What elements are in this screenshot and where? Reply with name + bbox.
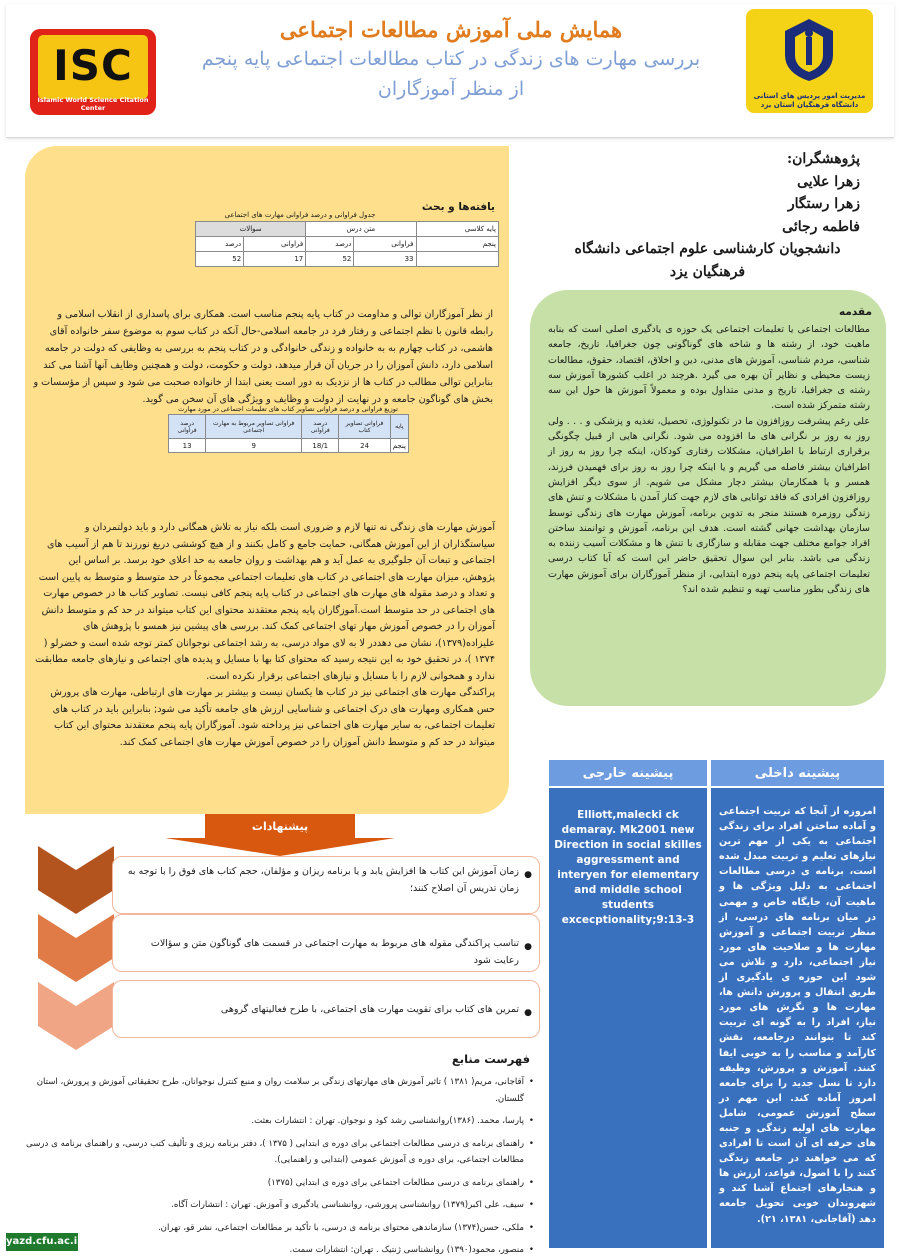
bullet-icon: ● [524,1008,532,1018]
table-cell: 9 [206,439,302,453]
table-cell: 52 [306,252,354,267]
reference-item: • ملکی، حسن(۱۳۷۴) سازماندهی محتوای برنامه ی درسی، با تأکید بر مطالعات اجتماعی، نشر قو، تهران. [12,1220,534,1237]
suggestion-text: زمان آموزش این کتاب ها افزایش یابد و یا برنامه ریزان و مؤلفان، حجم کتاب های فوق را با توجه به زمان تدریس آن اصلاح کنند؛ [127,866,519,894]
domestic-background-text: امروزه از آنجا که تربیت اجتماعی و آماده ساختن افراد برای زندگی اجتماعی به یکی از مهم ترین نیازهای تعلیم و تربیت مبدل شده است، برنامه ی درسی مطالعات اجتماعی به دلیل ویژگی ها و ماهیت آن، جایگاه خاص و مهمی در میان برنامه های درسی، از منظر تربیت اجتماعی و آموزش مهارت ها و صلاحیت های مورد نیاز اجتماعی، دارد و تلاش می شود این حوزه ی یادگیری از طریق انتقال و پرورش دانش ها، مهارت ها و نگرش های مورد نیاز، افراد را به گونه ای تربیت کند تا بتوانند درجامعه، نقش کارآمد و مناسب را به خوبی ایفا کنند. آموزش و پرورش، وظیفه دارد تا نسل جدید را برای جامعه امروز آماده کند. این مهم در سطح آموزش عمومی، شامل مهارت های اولیه زندگی و جنبه های حرفه ای آن است تا افرادی که می خواهند در جامعه زندگی کنند را با اصول، قواعد، ارزش ها و هنجارهای اجتماع آشنا کند و شهروندان خوبی تحویل جامعه دهد (آقاجانی، ۱۳۸۱، ۲۱). [719,806,876,1225]
logo-caption-line2: دانشگاه فرهنگیان استان یزد [760,100,859,109]
table-cell: 24 [339,439,390,453]
findings-title: یافته‌ها و بحث [421,201,495,213]
reference-item: • پارسا، محمد. (۱۳۸۶)روانشناسی رشد کود و نوجوان. تهران : انتشارات بعثت. [12,1113,534,1130]
introduction-panel [530,290,886,706]
table-header-cell: پایه [390,415,408,439]
bullet-icon: ● [524,870,532,880]
table-cell: 52 [196,252,244,267]
table-cell: 13 [169,439,206,453]
table-header-cell: فراوانی تصاویر مربوط به مهارت اجتماعی [206,415,302,439]
researchers-affiliation: دانشجویان کارشناسی علوم اجتماعی دانشگاه فرهنگیان یزد [574,241,841,280]
findings-paragraph-1: از نظر آموزگاران توالی و مداومت در کتاب پایه پنجم مناسب است. همکاری برای پاسداری از انقلاب اسلامی و رابطه قانون با نظم اجتماعی و رفتار فرد در جامعه اسلامی-حال آنکه در کتاب سوم به موضوع سفر خانواده آقای هاشمی، در کتاب چهارم به به خانواده و زندگی خانوادگی و در کتاب پنجم به بررسی به وظایفی که دولت در جامعه اسلامی دارد، دانش آموزان را در جریان آن قرار میدهد، دولت و حکومت، دولت و همچنین وظایف آنها آشنا می کند بنابراین توالی مطالب در کتاب ها از نزدیک به دور است یعنی ابتدا از خانواده صحبت می شود و سپس از مؤسسات و بخش های گوناگون جامعه و در نهایت از دولت و وظایف و ویژگی های آن سخن می گوید. [33,309,493,405]
table-header-cell: پایه کلاسی [416,222,499,237]
table-cell: 17 [244,252,306,267]
table-cell: 33 [354,252,416,267]
researchers-block [555,148,860,283]
table-header-cell: درصد [196,237,244,252]
foreign-background-text: Elliott,malecki ck demaray. Mk2001 new Direction in social skilles aggressment and interyen for elementary and middle school students excecptionality;9:13-3 [554,809,702,926]
researcher-name: زهرا رستگار [787,196,860,212]
table-header-cell: درصد فراوانی [169,415,206,439]
conference-title: همایش ملی آموزش مطالعات اجتماعی [279,17,623,42]
table-header-cell: متن درس [306,222,416,237]
farhangian-university-logo [746,9,873,113]
reference-item: • سیف، علی اکبر(۱۳۷۹) روانشناسی پرورشی، روانشناسی یادگیری و آموزش. تهران : انتشارات آگاه. [12,1197,534,1214]
suggestion-item [112,856,540,914]
table1-caption: جدول فراوانی و درصد فراوانی مهارت های اجتماعی [224,211,376,219]
logo-caption-line1: مدیریت امور پردیس های استانی [753,91,866,100]
table-cell: پنجم [390,439,408,453]
images-table [168,414,409,453]
isc-letters: ISC [53,41,133,90]
poster-title-line1: بررسی مهارت های زندگی در کتاب مطالعات اجتماعی پایه پنجم [201,48,701,70]
domestic-background-title: پیشینه داخلی [711,760,884,788]
poster-title-block [166,16,736,104]
table-cell [416,252,499,267]
chevron-down-icon [38,846,114,914]
researcher-name: زهرا علایی [797,173,860,190]
table-cell: پنجم [416,237,499,252]
university-emblem-icon [779,15,839,85]
reference-item: • منصور، محمود(۱۳۹۰) روانشناسی ژنتیک . تهران: انتشارات سمت. [12,1242,534,1259]
bullet-icon: ● [524,942,532,952]
researcher-name: فاطمه رجائی [782,218,860,235]
chevron-down-icon [38,914,114,982]
reference-item: • آقاجانی، مریم( ۱۳۸۱ ) تاثیر آموزش های مهارتهای زندگی بر سلامت روان و منبع کنترل نوجوانان، طرح تحقیقاتی آموزش و پرورش، استان گلستان. [12,1074,534,1107]
references-title: فهرست منابع [451,1052,530,1066]
introduction-paragraph-1: مطالعات اجتماعی یا تعلیمات اجتماعی یک حوزه ی یادگیری اصلی است که بنابه ماهیت خود، از رشته ها و شاخه های گوناگونی چون جغرافیا، تاریخ، جامعه شناسی، مردم شناسی، آموزش های مدنی، دین و اخلاق، اقتصاد، حقوق، مطالعات زیست محیطی و نظایر آن بهره می گیرد .هرچند در اغلب کشورها آموزش سه رشته ی جغرافیا، تاریخ و مدنی متداول بوده و معمولاً آموزش ها حول این سه رشته متمرکز شده است. [548,324,870,412]
findings-paragraph-3-text: پراکندگی مهارت های اجتماعی نیز در کتاب ها یکسان نیست و بیشتر بر مهارت های ارتباطی، مهارت های پرورش حس همکاری ومهارت های درک اجتماعی و شناسایی ارزش های جامعه تأکید می شود; بنابراین باید در کتاب های تعلیمات اجتماعی، به سایر مهارت های اجتماعی نیز پرداخته شود. آموزگاران پایه پنجم معتقدند محتوای این کتاب میتواند در حد کم و متوسط دانش آموزان را در خصوص آموزش مهارت های اجتماعی کمک کند. [50,687,495,748]
table-header-cell: درصد فراوانی [302,415,339,439]
domestic-background-column [711,760,884,1248]
reference-item: • راهنمای برنامه ی درسی مطالعات اجتماعی برای دوره ی ابتدایی ( ۱۳۷۵ )، دفتر برنامه ریزی و تألیف کتب درسی، و راهنمای برنامه ی درسی مطالعات اجتماعی، برای دوره ی آموزش عمومی (ابتدایی و راهنمایی). [12,1136,534,1169]
chevron-down-icon [38,982,114,1050]
poster-title-line2: از منظر آموزگاران [377,78,525,100]
researchers-label: پژوهشگران: [786,151,860,167]
findings-panel [25,146,509,814]
foreign-background-title: پیشینه خارجی [549,760,707,788]
suggestion-text: تناسب پراکندگی مقوله های مربوط به مهارت اجتماعی در قسمت های گوناگون متن و سؤالات رعایت شود [150,938,519,966]
logo-caption [748,92,871,110]
table-header-cell: فراوانی تصاویر کتاب [339,415,390,439]
reference-item: • راهنمای برنامه ی درسی مطالعات اجتماعی برای دوره ی ابتدایی (۱۳۷۵) [12,1175,534,1192]
introduction-title: مقدمه [839,306,872,318]
table-header-cell: فراوانی [354,237,416,252]
findings-paragraph-2 [35,520,495,751]
foreign-background-column [549,760,707,1248]
introduction-text [548,322,870,597]
table-cell: 18/1 [302,439,339,453]
site-watermark: yazd.cfu.ac.ir [6,1233,78,1251]
social-skills-table [195,221,499,267]
references-list [12,1074,534,1260]
table-header-cell: سوالات [196,222,306,237]
isc-logo [30,29,156,115]
poster-header [6,4,894,138]
introduction-paragraph-2: علی رغم پیشرفت روزافزون ما در تکنولوژی، تحصیل، تغذیه و پزشکی و . . . ولی روز به روز بر نگرانی های ما افزوده می شود. نگرانی هایی از قبیل چگونگی برقراری ارتباط با اطرافیان، مشکلات رفتاری کودکان، اینکه چرا روز به روز از اطرافیان بیشتر فاصله می گیریم و یا اینکه چرا روز به روز برای فهمیدن فرزند، همسر و یا همکارمان بیشتر دچار مشکل می شویم. از سوی دیگر افزایش روزافزون افرادی که فاقد توانایی های لازم جهت کنار آمدن با مشکلات و تنش های زندگی روزمره هستند منجر به تدوین برنامه، آموزش مهارت های زندگی توسط سازمان بهداشت جهانی گشته است. هدف این برنامه، آموزش و توانمند ساختن افراد جوامع مختلف جهت مقابله و سازگاری با تنش ها و مشکلات آسیب زننده به زندگی می باشد. بنابر این سوال تحقیق حاضر این است که آیا کتاب درسی تعلیمات اجتماعی پایه پنجم دوره ابتدایی، از منظر آموزگاران برای آموزش مهارت های زندگی بطور مناسب تهیه و تنظیم شده اند؟ [548,415,870,596]
suggestion-text: تمرین های کتاب برای تقویت مهارت های اجتماعی، با طرح فعالیتهای گروهی [220,1004,519,1015]
findings-paragraph-2-text: آموزش مهارت های زندگی نه تنها لازم و ضروری است بلکه نیاز به تلاش همگانی دارد و باید دولتمردان و سیاستگذاران از این آموزش همگانی، حمایت جامع و کامل بکنند و از هیچ کوششی دریغ نورزند تا هم از آسیب های اجتماعی و تبعات آن جلوگیری به عمل آید و هم بهداشت و روان جامعه به حد اعلای خود برسد. بر اساس این پژوهش، میزان مهارت های اجتماعی در کتاب های تعلیمات اجتماعی مجموعاً در حد متوسط و متوسط به پایین است و تعداد و درصد مقوله های مهارت های اجتماعی در کتاب پایه پنجم کافی نیست. تصاویر کتاب ها در خصوص مهارت های اجتماعی در حد متوسط است.آموزگاران پایه پنجم معتقدند محتوای این کتاب میتواند در حد کم و متوسط دانش آموزان را در خصوص آموزش مهار تهای اجتماعی کمک کند. بررسی های پیشین نیز همسو با پژوهش های علیزاده(۱۳۷۹)، نشان می دهددر لا به لای مواد درسی، به رشد اجتماعی نوجوانان کمتر توجه شده است و خضرلو ( ۱۳۷۴ )، در تحقیق خود به این نتیجه رسید که محتوای کتا بها با مسایل و پدیده های اجتماعی و نیازهای جامعه مطابقت ندارد و همخوانی لازم را با مسایل و نیازهای اجتماعی برقرار نکرده است. [35,522,495,682]
isc-caption: Islamic World Science Citation Center [37,96,149,112]
table2-caption: توزیع فراوانی و درصد فراوانی تصاویر کتاب های تعلیمات اجتماعی در مورد مهارت [178,405,398,413]
suggestion-item [112,980,540,1038]
suggestions-title: پیشنهادات [251,820,309,833]
table-header-cell: فراوانی [244,237,306,252]
suggestion-item [112,914,540,972]
table-header-cell: درصد [306,237,354,252]
